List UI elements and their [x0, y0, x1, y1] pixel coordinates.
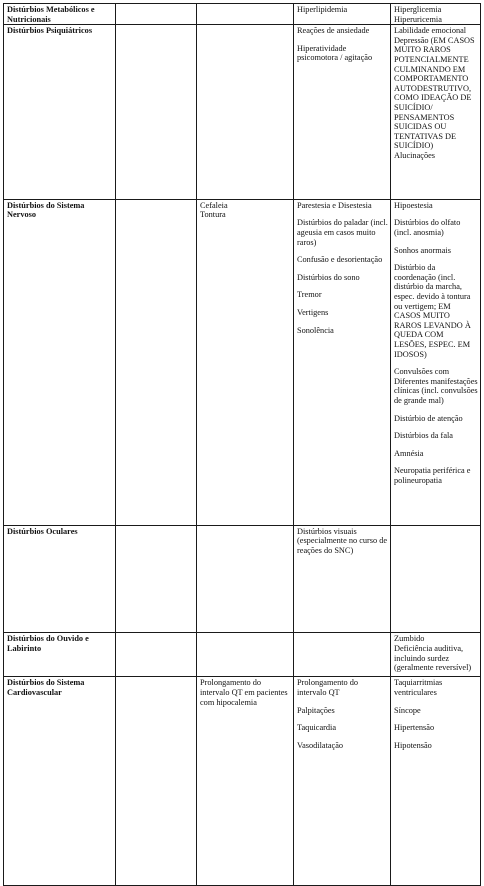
- reaction-text: Hipertensão: [394, 723, 435, 733]
- table-row: [4, 4, 481, 25]
- category-cell: Distúrbios Psiquiátricos: [4, 25, 116, 200]
- reaction-text: Parestesia e Disestesia: [297, 200, 372, 210]
- table-row: [4, 525, 481, 633]
- reaction-text: Reações de ansiedade: [297, 26, 370, 36]
- reaction-text: Distúrbio da coordenação (incl. distúrbio da marcha, espec. devido à tontura ou vertigem; EM CASOS MUITO RAROS LEVANDO À QUEDA COM LESÕES, ESPEC. EM IDOSOS): [394, 263, 471, 359]
- frequency-cell-c1: [116, 525, 197, 633]
- frequency-cell-c4: [391, 25, 481, 200]
- frequency-cell-c1: [116, 25, 197, 200]
- frequency-cell-c4: [391, 199, 481, 525]
- category-cell: Distúrbios do Sistema Cardiovascular: [4, 677, 116, 885]
- reaction-text: Prolongamento do intervalo QT: [297, 678, 359, 697]
- reaction-text: Sonolência: [297, 325, 334, 335]
- reaction-text: Distúrbios do olfato (incl. anosmia): [394, 218, 461, 238]
- frequency-cell-c3: [294, 677, 391, 885]
- reaction-text: Síncope: [394, 705, 421, 715]
- reaction-text: Hipoestesia: [394, 200, 433, 210]
- frequency-cell-c1: [116, 4, 197, 25]
- frequency-cell-c4: [391, 4, 481, 25]
- reaction-text: Vasodilatação: [297, 740, 344, 750]
- reaction-text: Neuropatia periférica e polineuropatia: [394, 466, 471, 485]
- reaction-text: Prolongamento do intervalo QT em pacientes com hipocalemia: [200, 678, 288, 707]
- reaction-text: Distúrbios visuais (especialmente no curso de reações do SNC): [297, 526, 388, 556]
- frequency-cell-c2: [197, 4, 294, 25]
- reaction-text: Vertigens: [297, 308, 329, 318]
- reaction-text: Taquicardia: [297, 723, 337, 733]
- frequency-cell-c2: [197, 677, 294, 885]
- reaction-text: Sonhos anormais: [394, 245, 451, 255]
- category-cell: Distúrbios Oculares: [4, 525, 116, 633]
- reaction-text: Amnésia: [394, 448, 424, 458]
- table-row: [4, 25, 481, 200]
- frequency-cell-c3: [294, 25, 391, 200]
- adverse-reactions-table: [3, 3, 481, 886]
- reaction-text: Hiperatividade psicomotora / agitação: [297, 43, 373, 63]
- reaction-text: Distúrbios do paladar (incl. ageusia em casos muito raros): [297, 218, 388, 247]
- reaction-text: Confusão e desorientação: [297, 255, 383, 265]
- table-row: [4, 677, 481, 885]
- frequency-cell-c2: [197, 199, 294, 525]
- frequency-cell-c1: [116, 677, 197, 885]
- reaction-text: Distúrbios da fala: [394, 431, 453, 441]
- reaction-text: Convulsões com Diferentes manifestações clínicas (incl. convulsões de grande mal): [394, 367, 478, 405]
- category-cell: Distúrbios do Ouvido e Labirinto: [4, 633, 116, 677]
- table-row: [4, 199, 481, 525]
- frequency-cell-c2: [197, 525, 294, 633]
- reaction-text: Cefaleia Tontura: [200, 200, 228, 220]
- frequency-cell-c3: [294, 4, 391, 25]
- reaction-text: Distúrbios do sono: [297, 272, 360, 282]
- reaction-text: Palpitações: [297, 705, 335, 715]
- frequency-cell-c3: [294, 199, 391, 525]
- reaction-text: Tremor: [297, 290, 322, 300]
- category-cell: Distúrbios Metabólicos e Nutricionais: [4, 4, 116, 25]
- frequency-cell-c4: [391, 525, 481, 633]
- frequency-cell-c2: [197, 633, 294, 677]
- reaction-text: Zumbido Deficiência auditiva, incluindo surdez (geralmente reversível): [394, 634, 472, 673]
- reaction-text: Hiperlipidemia: [297, 5, 348, 14]
- reaction-text: Labilidade emocional Depressão (EM CASOS MUITO RAROS POTENCIALMENTE CULMINANDO EM COMPORTAMENTO AUTODESTRUTIVO, COMO IDEAÇÃO DE SUICÍDIO/ PENSAMENTOS SUICIDAS OU TENTATIVAS DE SUICÍDIO) Alucinações: [394, 26, 475, 160]
- frequency-cell-c2: [197, 25, 294, 200]
- frequency-cell-c4: [391, 633, 481, 677]
- frequency-cell-c1: [116, 633, 197, 677]
- table-row: [4, 633, 481, 677]
- reaction-text: Hiperglicemia Hiperuricemia: [394, 5, 442, 24]
- frequency-cell-c3: [294, 633, 391, 677]
- reaction-text: Distúrbio de atenção: [394, 413, 463, 423]
- category-cell: Distúrbios do Sistema Nervoso: [4, 199, 116, 525]
- reaction-text: Taquiarritmias ventriculares: [394, 678, 443, 697]
- frequency-cell-c1: [116, 199, 197, 525]
- frequency-cell-c4: [391, 677, 481, 885]
- frequency-cell-c3: [294, 525, 391, 633]
- reaction-text: Hipotensão: [394, 740, 432, 750]
